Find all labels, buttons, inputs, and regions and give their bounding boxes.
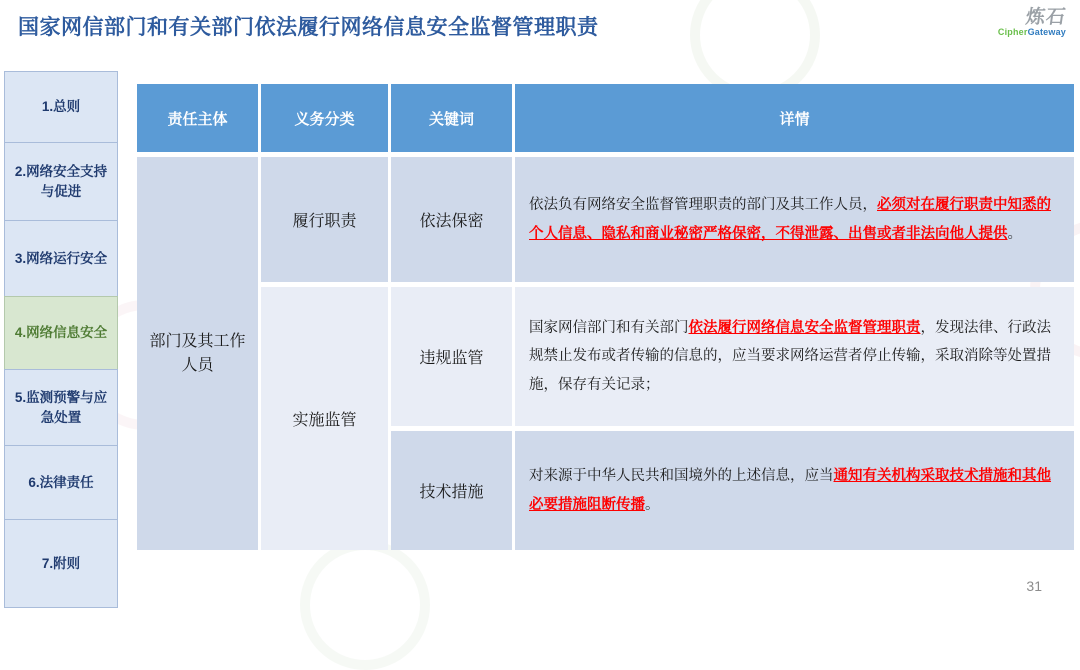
sidebar-item-legal-liability[interactable]: 6.法律责任 (4, 445, 118, 520)
detail-cell-technical-measures: 对来源于中华人民共和国境外的上述信息，应当通知有关机构采取技术措施和其他必要措施阻断传播。 (515, 431, 1074, 550)
sidebar-item-supplementary[interactable]: 7.附则 (4, 519, 118, 608)
column-header-subject: 责任主体 (137, 84, 258, 152)
detail-cell-confidentiality: 依法负有网络安全监督管理职责的部门及其工作人员，必须对在履行职责中知悉的个人信息、隐私和商业秘密严格保密，不得泄露、出售或者非法向他人提供。 (515, 157, 1074, 282)
logo-cipher: Cipher (997, 26, 1028, 37)
sidebar-item-operation-security[interactable]: 3.网络运行安全 (4, 220, 118, 297)
detail-cell-violation-supervision: 国家网信部门和有关部门依法履行网络信息安全监督管理职责，发现法律、行政法规禁止发布或者传输的信息的，应当要求网络运营者停止传输，采取消除等处置措施，保存有关记录； (515, 287, 1074, 426)
keyword-cell-confidentiality: 依法保密 (391, 157, 512, 282)
column-header-details: 详情 (515, 84, 1074, 152)
keyword-cell-violation-supervision: 违规监管 (391, 287, 512, 426)
section-sidebar (4, 71, 118, 608)
duty-table (137, 84, 1074, 550)
sidebar-item-info-security-active[interactable]: 4.网络信息安全 (4, 296, 118, 370)
page-number: 31 (1026, 578, 1042, 594)
column-header-duty-category: 义务分类 (261, 84, 388, 152)
company-logo (998, 8, 1066, 37)
page-title: 国家网信部门和有关部门依法履行网络信息安全监督管理职责 (18, 16, 599, 39)
duty-cell-perform-duties: 履行职责 (261, 157, 388, 282)
logo-en-text (998, 28, 1066, 37)
sidebar-item-general[interactable]: 1.总则 (4, 71, 118, 143)
column-header-keyword: 关键词 (391, 84, 512, 152)
watermark-circle (300, 540, 430, 670)
subject-cell: 部门及其工作人员 (137, 157, 258, 550)
duty-cell-supervision: 实施监管 (261, 287, 388, 550)
sidebar-item-monitoring-response[interactable]: 5.监测预警与应急处置 (4, 369, 118, 446)
logo-cn-text: 炼石 (1024, 7, 1068, 28)
keyword-cell-technical-measures: 技术措施 (391, 431, 512, 550)
logo-gateway: Gateway (1027, 26, 1066, 37)
sidebar-item-support-promotion[interactable]: 2.网络安全支持与促进 (4, 142, 118, 221)
